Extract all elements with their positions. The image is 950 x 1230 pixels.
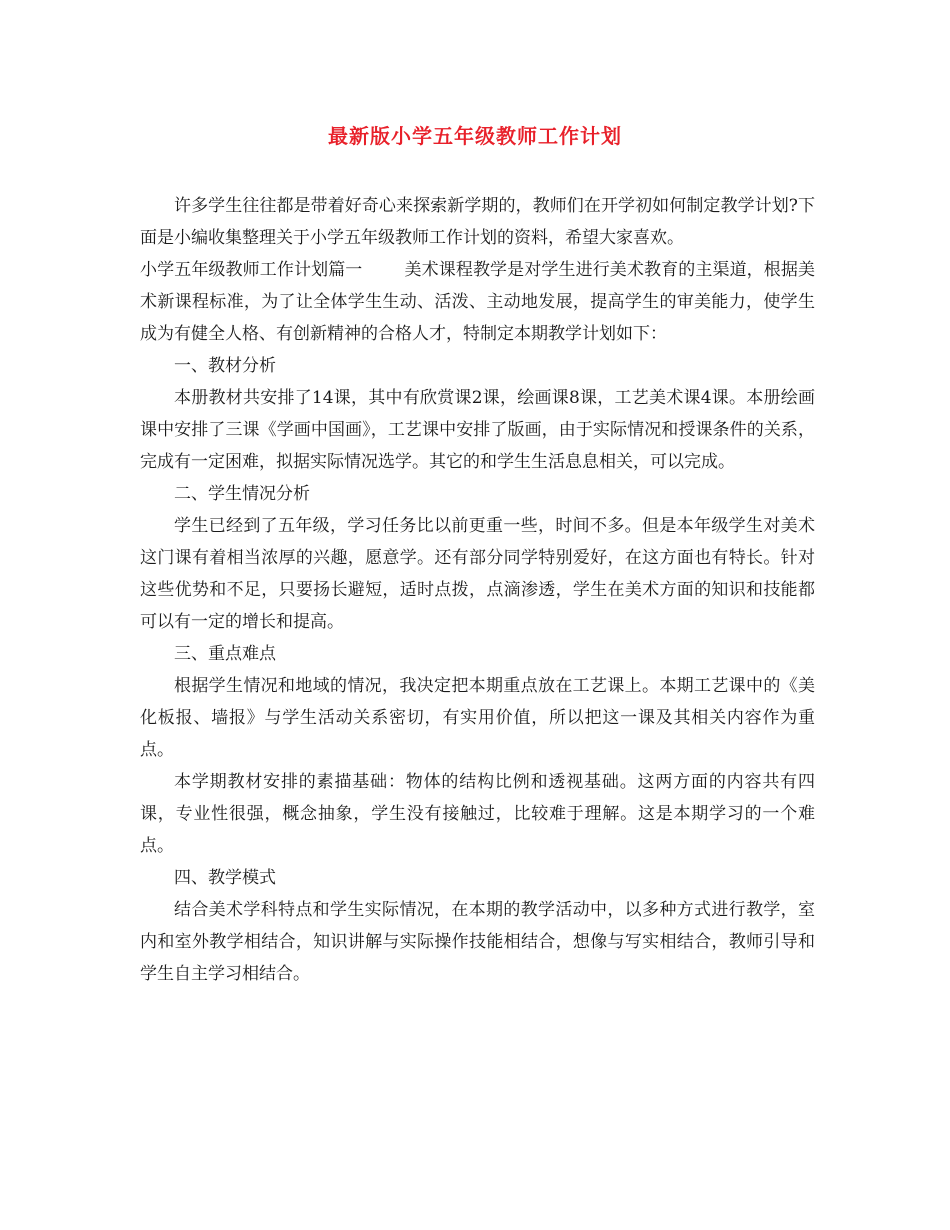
section-paragraph: 本册教材共安排了14课，其中有欣赏课2课，绘画课8课，工艺美术课4课。本册绘画课中安排了三课《学画中国画》，工艺课中安排了版画，由于实际情况和授课条件的关系，完成有一定困难，拟据实际情况选学。其它的和学生生活息息相关，可以完成。 (140, 388, 815, 472)
intro-paragraph: 许多学生往往都是带着好奇心来探索新学期的，教师们在开学初如何制定教学计划?下面是小编收集整理关于小学五年级教师工作计划的资料，希望大家喜欢。 (140, 196, 815, 248)
section-paragraph: 本学期教材安排的素描基础：物体的结构比例和透视基础。这两方面的内容共有四课，专业性很强，概念抽象，学生没有接触过，比较难于理解。这是本期学习的一个难点。 (140, 772, 815, 856)
section-heading: 四、教学模式 (174, 868, 276, 888)
part-one-paragraph (140, 254, 815, 350)
part-label: 小学五年级教师工作计划篇一 (140, 260, 363, 280)
document-title: 最新版小学五年级教师工作计划 (328, 124, 622, 148)
document-body (140, 190, 815, 990)
section-paragraph: 结合美术学科特点和学生实际情况，在本期的教学活动中，以多种方式进行教学，室内和室外教学相结合，知识讲解与实际操作技能相结合，想像与写实相结合，教师引导和学生自主学习相结合。 (140, 900, 815, 984)
part-opening-text: 美术课程教学是对学生进行美术教育的主渠道，根据美术新课程标准，为了让全体学生生动、活泼、主动地发展，提高学生的审美能力，使学生成为有健全人格、有创新精神的合格人才，特制定本期教学计划如下： (140, 260, 815, 344)
section-paragraph: 学生已经到了五年级，学习任务比以前更重一些，时间不多。但是本年级学生对美术这门课有着相当浓厚的兴趣，愿意学。还有部分同学特别爱好，在这方面也有特长。针对这些优势和不足，只要扬长避短，适时点拨，点滴渗透，学生在美术方面的知识和技能都可以有一定的增长和提高。 (140, 516, 815, 632)
section-heading: 三、重点难点 (174, 644, 276, 664)
section-paragraph: 根据学生情况和地域的情况，我决定把本期重点放在工艺课上。本期工艺课中的《美化板报、墙报》与学生活动关系密切，有实用价值，所以把这一课及其相关内容作为重点。 (140, 676, 815, 760)
section-heading: 一、教材分析 (174, 356, 276, 376)
section-heading: 二、学生情况分析 (174, 484, 310, 504)
